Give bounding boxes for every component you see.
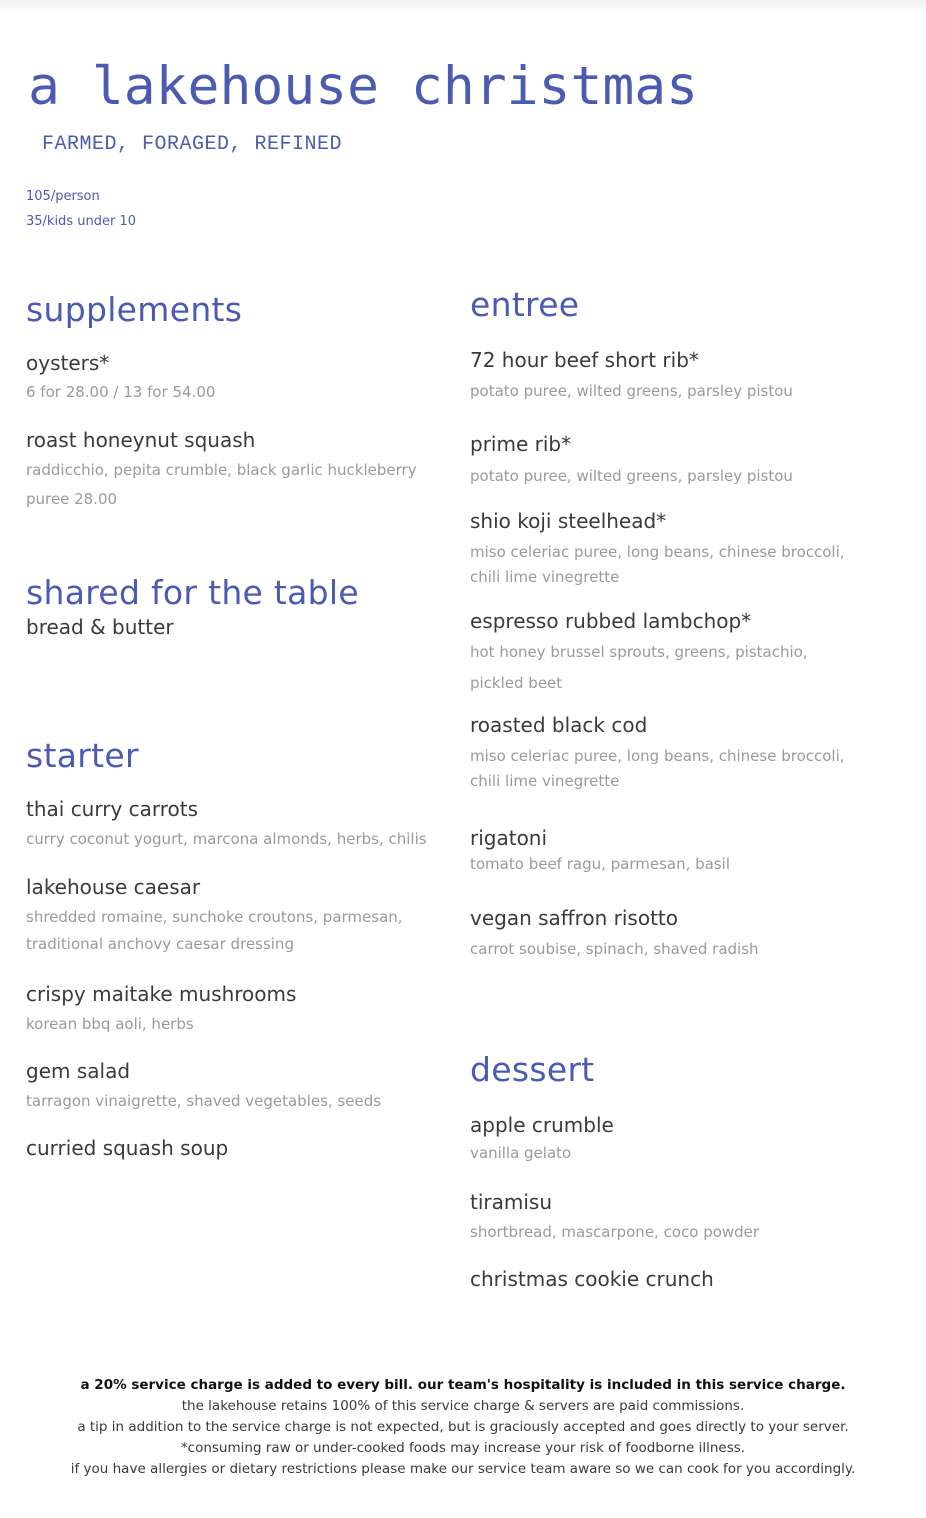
footer-service-charge: a 20% service charge is added to every bill. our team's hospitality is included in this service charge. [80,1377,846,1393]
menu-item-name: vegan saffron risotto [470,906,678,930]
menu-item-name: roasted black cod [470,713,648,737]
menu-item-name: prime rib* [470,432,572,456]
menu-item-name: gem salad [26,1059,131,1083]
menu-item-description: miso celeriac puree, long beans, chinese broccoli, chili lime vinegrette [470,747,845,790]
menu-item-description: tarragon vinaigrette, shaved vegetables, seeds [26,1092,382,1110]
footer-tip-note: a tip in addition to the service charge is not expected, but is graciously accepted and goes directly to your server. [77,1419,849,1435]
menu-item-name: crispy maitake mushrooms [26,982,297,1006]
section-heading-dessert: dessert [470,1050,595,1089]
menu-title: a lakehouse christmas [28,56,699,117]
menu-item-name: espresso rubbed lambchop* [470,609,752,633]
menu-item-description: miso celeriac puree, long beans, chinese broccoli, chili lime vinegrette [470,543,845,586]
menu-item-name: 72 hour beef short rib* [470,348,699,372]
menu-item-name: curried squash soup [26,1136,229,1160]
menu-item-description: 6 for 28.00 / 13 for 54.00 [26,383,216,401]
menu-item-name: roast honeynut squash [26,428,256,452]
menu-item-name: christmas cookie crunch [470,1267,714,1291]
footer-allergy-note: if you have allergies or dietary restrictions please make our service team aware so we can cook for you accordingly. [70,1461,856,1477]
menu-item-description: tomato beef ragu, parmesan, basil [470,855,731,873]
price-adult: 105/person [26,189,100,204]
menu-item-name: tiramisu [470,1190,553,1214]
section-heading-supplements: supplements [26,290,243,329]
menu-item-description: shredded romaine, sunchoke croutons, parmesan, traditional anchovy caesar dressing [26,908,403,953]
price-kids: 35/kids under 10 [26,214,136,229]
section-heading-starter: starter [26,736,139,775]
menu-item-name: thai curry carrots [26,797,199,821]
section-heading-shared: shared for the table [26,573,360,612]
section-heading-entree: entree [470,285,580,324]
menu-item-description: korean bbq aoli, herbs [26,1015,194,1033]
menu-item-name: apple crumble [470,1113,614,1137]
menu-item-name: lakehouse caesar [26,875,201,899]
menu-item-description: carrot soubise, spinach, shaved radish [470,940,759,958]
menu-item-description: raddicchio, pepita crumble, black garlic huckleberry puree 28.00 [26,461,417,508]
menu-item-name: shio koji steelhead* [470,509,667,533]
menu-subtitle: FARMED, FORAGED, REFINED [42,133,343,156]
footer-raw-food-warning: *consuming raw or under-cooked foods may increase your risk of foodborne illness. [180,1440,746,1456]
menu-item-name: rigatoni [470,826,548,850]
footer-commission-note: the lakehouse retains 100% of this service charge & servers are paid commissions. [181,1398,745,1414]
menu-item-name: oysters* [26,351,110,375]
footer-notes [0,1375,926,1480]
menu-item-description: vanilla gelato [470,1144,572,1162]
menu-item-description: curry coconut yogurt, marcona almonds, herbs, chilis [26,830,427,848]
menu-item-description: shortbread, mascarpone, coco powder [470,1223,760,1241]
menu-item-description: potato puree, wilted greens, parsley pistou [470,467,793,485]
menu-item-name: bread & butter [26,615,174,639]
menu-item-description: hot honey brussel sprouts, greens, pistachio, pickled beet [470,643,808,692]
page-top-shadow [0,0,926,14]
menu-item-description: potato puree, wilted greens, parsley pistou [470,382,793,400]
